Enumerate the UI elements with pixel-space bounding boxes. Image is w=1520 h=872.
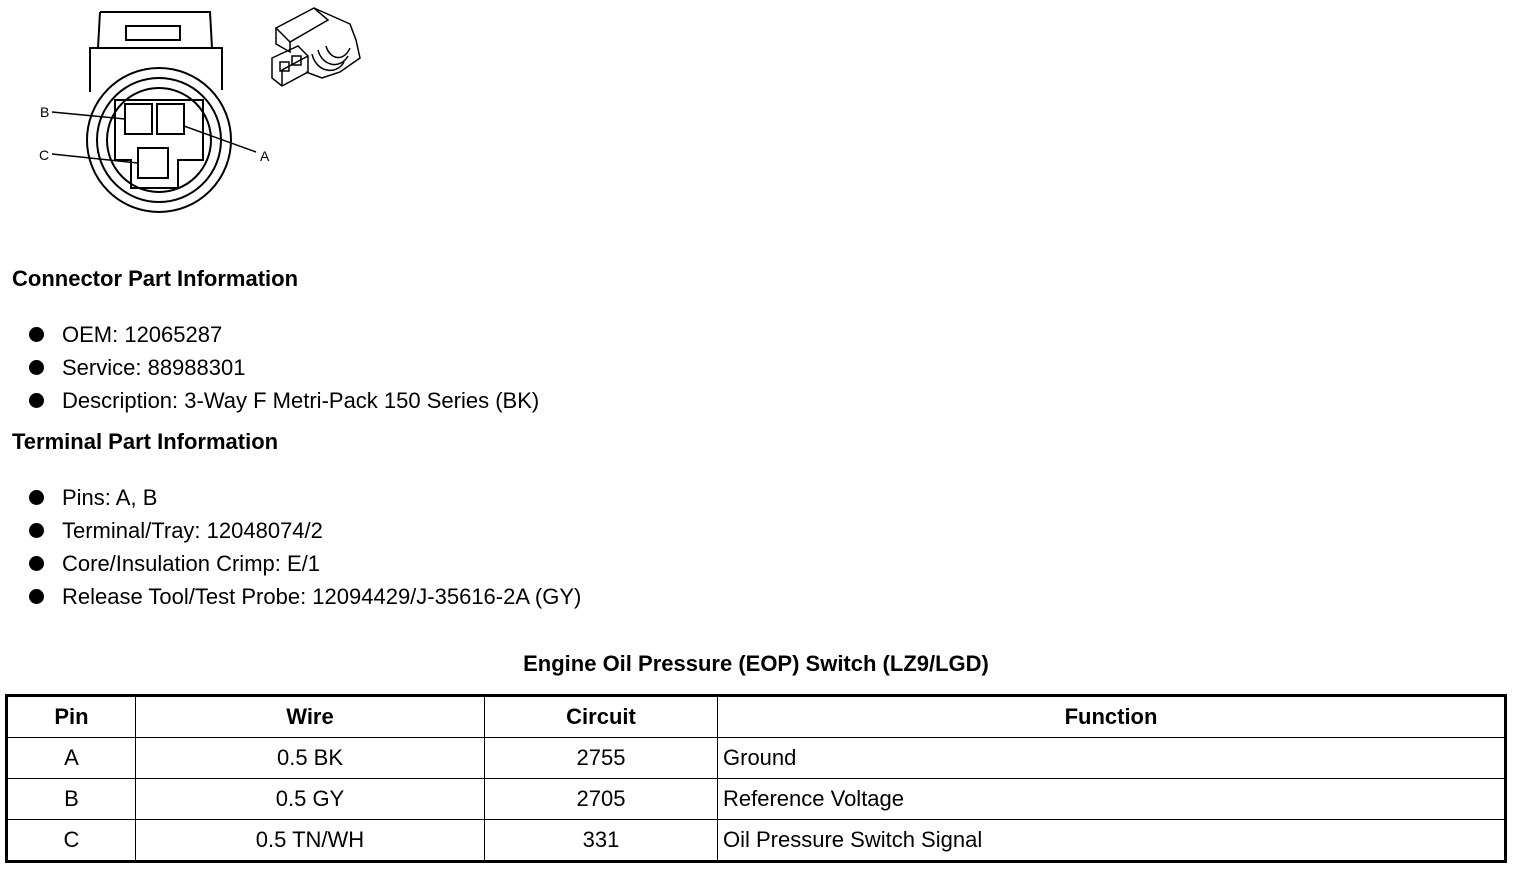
list-item bbox=[0, 547, 581, 580]
list-item bbox=[0, 481, 581, 514]
connector-part-info-heading: Connector Part Information bbox=[12, 266, 299, 291]
list-item bbox=[0, 580, 581, 613]
list-item-text: Pins: A, B bbox=[62, 485, 158, 510]
table-row bbox=[7, 738, 1506, 779]
callout-c-label: C bbox=[39, 147, 50, 163]
column-header-wire: Wire bbox=[136, 696, 485, 738]
table-row bbox=[7, 779, 1506, 820]
bullet-icon bbox=[29, 490, 44, 505]
callout-a-label: A bbox=[260, 148, 270, 164]
list-item-text: OEM: 12065287 bbox=[62, 322, 223, 347]
bullet-icon bbox=[29, 589, 44, 604]
connector-part-info-list bbox=[0, 318, 539, 417]
pin-cell: B bbox=[7, 779, 136, 820]
table-row bbox=[7, 820, 1506, 862]
bullet-icon bbox=[29, 556, 44, 571]
list-item bbox=[0, 318, 539, 351]
list-item-text: Terminal/Tray: 12048074/2 bbox=[62, 518, 323, 543]
list-item bbox=[0, 514, 581, 547]
pinout-table-title: Engine Oil Pressure (EOP) Switch (LZ9/LGD) bbox=[523, 651, 989, 676]
circuit-cell: 331 bbox=[485, 820, 718, 862]
wire-cell: 0.5 TN/WH bbox=[136, 820, 485, 862]
pin-cell: C bbox=[7, 820, 136, 862]
column-header-pin: Pin bbox=[7, 696, 136, 738]
bullet-icon bbox=[29, 523, 44, 538]
column-header-function: Function bbox=[718, 696, 1506, 738]
pin-cell: A bbox=[7, 738, 136, 779]
bullet-icon bbox=[29, 393, 44, 408]
terminal-part-info-list bbox=[0, 481, 581, 613]
bullet-icon bbox=[29, 360, 44, 375]
callout-b-label: B bbox=[40, 104, 50, 120]
table-header-row bbox=[7, 696, 1506, 738]
list-item-text: Description: 3-Way F Metri-Pack 150 Series (BK) bbox=[62, 388, 540, 413]
list-item-text: Service: 88988301 bbox=[62, 355, 246, 380]
list-item-text: Release Tool/Test Probe: 12094429/J-35616-2A (GY) bbox=[62, 584, 582, 609]
column-header-circuit: Circuit bbox=[485, 696, 718, 738]
terminal-part-info-heading: Terminal Part Information bbox=[12, 429, 279, 454]
list-item bbox=[0, 384, 539, 417]
function-cell: Oil Pressure Switch Signal bbox=[718, 820, 1506, 862]
list-item bbox=[0, 351, 539, 384]
bullet-icon bbox=[29, 327, 44, 342]
wire-cell: 0.5 GY bbox=[136, 779, 485, 820]
function-cell: Ground bbox=[718, 738, 1506, 779]
connector-face-diagram bbox=[0, 0, 380, 222]
pinout-table bbox=[5, 694, 1507, 863]
circuit-cell: 2755 bbox=[485, 738, 718, 779]
list-item-text: Core/Insulation Crimp: E/1 bbox=[62, 551, 320, 576]
wire-cell: 0.5 BK bbox=[136, 738, 485, 779]
connector-isometric-icon bbox=[272, 8, 360, 86]
circuit-cell: 2705 bbox=[485, 779, 718, 820]
function-cell: Reference Voltage bbox=[718, 779, 1506, 820]
